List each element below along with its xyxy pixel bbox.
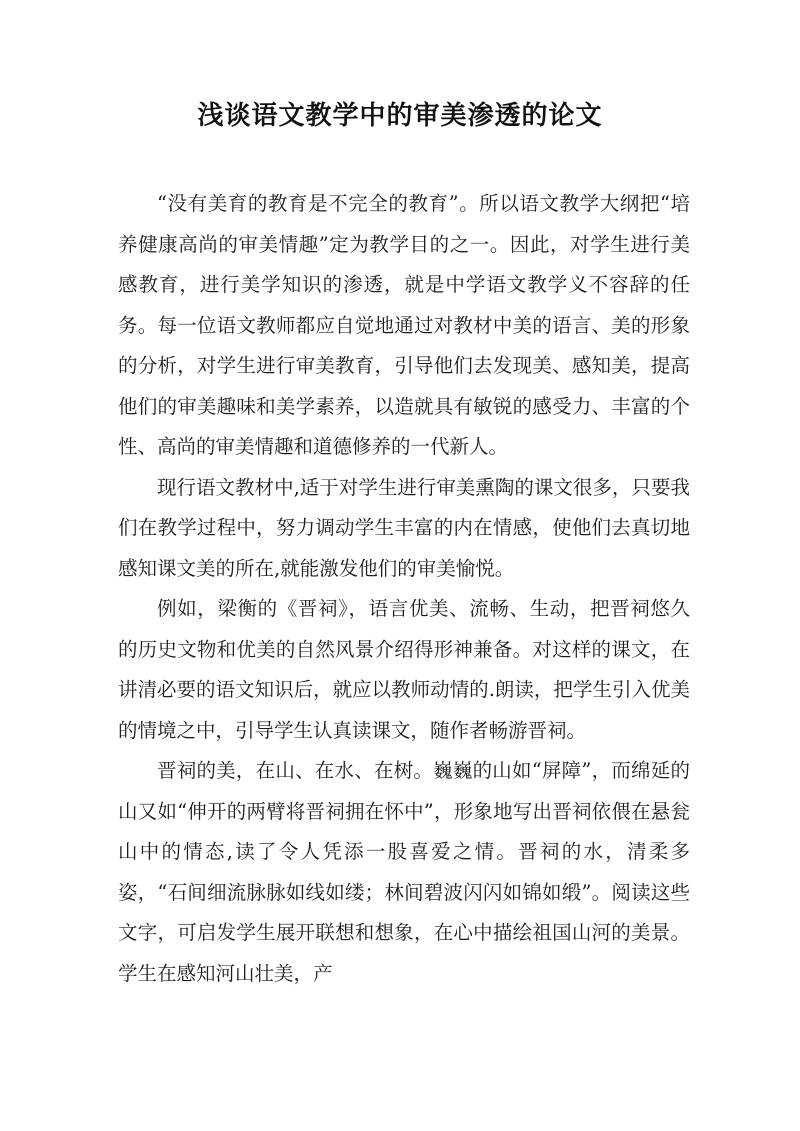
- paragraph-3: 例如，梁衡的《晋祠》，语言优美、流畅、生动，把晋祠悠久的历史文物和优美的自然风景介绍得形神兼备。对这样的课文，在讲清必要的语文知识后，就应以教师动情的.朗读，把学生引入优美的情境之中，引导学生认真读课文，随作者畅游晋祠。: [118, 597, 690, 742]
- paragraph-2: 现行语文教材中,适于对学生进行审美熏陶的课文很多，只要我们在教学过程中，努力调动学生丰富的内在情感，使他们去真切地感知课文美的所在,就能激发他们的审美愉悦。: [118, 475, 690, 580]
- paragraph-4: 晋祠的美，在山、在水、在树。巍巍的山如“屏障”，而绵延的山又如“伸开的两臂将晋祠拥在怀中”，形象地写出晋祠依偎在悬瓮山中的情态,读了令人凭添一股喜爱之情。晋祠的水，清柔多姿，“石间细流脉脉如线如缕；林间碧波闪闪如锦如缎”。阅读这些文字，可启发学生展开联想和想象，在心中描绘祖国山河的美景。学生在感知河山壮美，产: [118, 759, 690, 985]
- paragraph-1: “没有美育的教育是不完全的教育”。所以语文教学大纲把“培养健康高尚的审美情趣”定为教学目的之一。因此，对学生进行美感教育，进行美学知识的渗透，就是中学语文教学义不容辞的任务。每一位语文教师都应自觉地通过对教材中美的语言、美的形象的分析，对学生进行审美教育，引导他们去发现美、感知美，提高他们的审美趣味和美学素养，以造就具有敏锐的感受力、丰富的个性、高尚的审美情趣和道德修养的一代新人。: [118, 192, 690, 458]
- document-title: 浅谈语文教学中的审美渗透的论文: [197, 101, 603, 131]
- document-body: [118, 184, 690, 994]
